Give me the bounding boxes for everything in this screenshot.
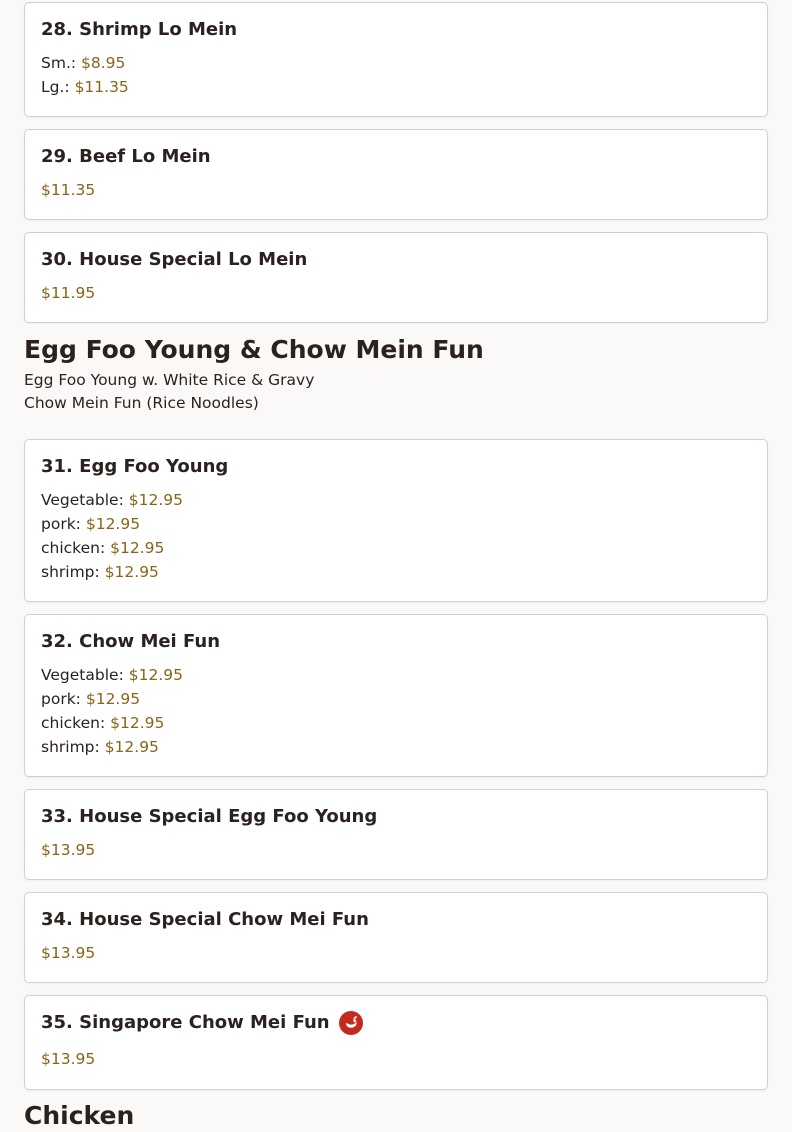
price-line: [41, 488, 751, 512]
section-egg-foo-young: [24, 334, 768, 415]
price-label: Sm.:: [41, 54, 77, 72]
price-value: $11.95: [41, 284, 96, 302]
menu-item-name-text: 31. Egg Foo Young: [41, 456, 229, 477]
price-value: $8.95: [81, 54, 126, 72]
price-line: [41, 536, 751, 560]
menu-item-card[interactable]: [24, 789, 768, 880]
menu-item-name-text: 35. Singapore Chow Mei Fun: [41, 1012, 330, 1033]
menu-item-name: [41, 145, 751, 169]
price-value: $12.95: [110, 539, 165, 557]
section-title: Egg Foo Young & Chow Mein Fun: [24, 335, 484, 364]
menu-item-name: [41, 908, 751, 932]
menu-item-prices: [41, 51, 751, 99]
menu-item-name: [41, 805, 751, 829]
section-description-line: Chow Mein Fun (Rice Noodles): [24, 394, 259, 412]
menu-item-name-text: 34. House Special Chow Mei Fun: [41, 909, 369, 930]
price-value: $13.95: [41, 944, 96, 962]
price-line: [41, 735, 751, 759]
price-value: $12.95: [104, 563, 159, 581]
section-description: [24, 369, 768, 415]
menu-item-prices: [41, 838, 751, 862]
price-line: [41, 281, 751, 305]
menu-item-name-text: 28. Shrimp Lo Mein: [41, 19, 238, 40]
price-label: pork:: [41, 690, 81, 708]
price-value: $12.95: [85, 515, 141, 533]
price-label: Vegetable:: [41, 666, 124, 684]
price-line: [41, 663, 751, 687]
price-label: chicken:: [41, 714, 106, 732]
menu-item-card[interactable]: [24, 2, 768, 117]
menu-item-prices: [41, 941, 751, 965]
menu-item-name-text: 33. House Special Egg Foo Young: [41, 806, 378, 827]
price-value: $11.35: [41, 181, 96, 199]
price-line: [41, 512, 751, 536]
price-label: pork:: [41, 515, 81, 533]
menu-item-prices: [41, 178, 751, 202]
price-value: $12.95: [110, 714, 165, 732]
price-value: $12.95: [128, 491, 183, 509]
menu-item-name-text: 30. House Special Lo Mein: [41, 249, 308, 270]
menu-item-prices: [41, 281, 751, 305]
spicy-chili-icon: [339, 1011, 363, 1035]
price-value: $12.95: [104, 738, 159, 756]
price-line: [41, 687, 751, 711]
price-line: [41, 711, 751, 735]
menu-item-card[interactable]: [24, 892, 768, 983]
menu-item-name: [41, 18, 751, 42]
menu-item-name: [41, 1011, 751, 1035]
menu-item-name: [41, 455, 751, 479]
price-label: Vegetable:: [41, 491, 124, 509]
menu-item-card[interactable]: [24, 129, 768, 220]
menu-item-card[interactable]: [24, 995, 768, 1090]
price-line: [41, 75, 751, 99]
menu-item-prices: [41, 1047, 751, 1071]
price-value: $12.95: [128, 666, 183, 684]
price-value: $13.95: [41, 841, 96, 859]
section-description-line: Egg Foo Young w. White Rice & Gravy: [24, 371, 315, 389]
price-line: [41, 51, 751, 75]
price-label: chicken:: [41, 539, 106, 557]
lo-mein-items: [24, 2, 768, 323]
price-value: $12.95: [85, 690, 141, 708]
price-label: Lg.:: [41, 78, 70, 96]
price-line: [41, 178, 751, 202]
menu-item-name: [41, 630, 751, 654]
egg-foo-young-items: [24, 439, 768, 1090]
menu-item-prices: [41, 488, 751, 584]
price-label: shrimp:: [41, 563, 100, 581]
menu-item-name-text: 29. Beef Lo Mein: [41, 146, 211, 167]
price-line: [41, 560, 751, 584]
price-line: [41, 838, 751, 862]
menu-item-card[interactable]: [24, 614, 768, 777]
menu-item-card[interactable]: [24, 232, 768, 323]
price-line: [41, 941, 751, 965]
price-value: $11.35: [74, 78, 129, 96]
menu-item-prices: [41, 663, 751, 759]
menu-item-name: [41, 248, 751, 272]
menu-item-card[interactable]: [24, 439, 768, 602]
price-value: $13.95: [41, 1050, 96, 1068]
price-label: shrimp:: [41, 738, 100, 756]
menu-item-name-text: 32. Chow Mei Fun: [41, 631, 221, 652]
menu-list: [24, 2, 768, 1132]
price-line: [41, 1047, 751, 1071]
section-title-chicken: Chicken: [24, 1101, 135, 1130]
